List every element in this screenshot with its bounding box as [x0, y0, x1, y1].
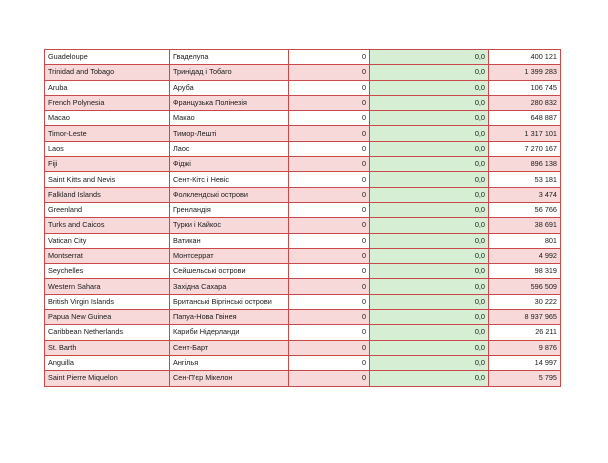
- cell-rate: 0,0: [370, 248, 489, 263]
- cell-population: 896 138: [489, 157, 561, 172]
- table-row: [45, 248, 561, 263]
- cell-country-uk: Лаос: [170, 141, 289, 156]
- cell-count: 0: [289, 141, 370, 156]
- cell-population: 3 474: [489, 187, 561, 202]
- table-row: [45, 355, 561, 370]
- cell-count: 0: [289, 50, 370, 65]
- cell-count: 0: [289, 294, 370, 309]
- cell-count: 0: [289, 95, 370, 110]
- cell-rate: 0,0: [370, 50, 489, 65]
- cell-population: 14 997: [489, 355, 561, 370]
- cell-count: 0: [289, 80, 370, 95]
- cell-population: 4 992: [489, 248, 561, 263]
- cell-country-uk: Макао: [170, 111, 289, 126]
- cell-country-uk: Британські Віргінські острови: [170, 294, 289, 309]
- cell-count: 0: [289, 340, 370, 355]
- cell-rate: 0,0: [370, 141, 489, 156]
- table-row: [45, 172, 561, 187]
- cell-rate: 0,0: [370, 65, 489, 80]
- cell-population: 596 509: [489, 279, 561, 294]
- cell-country-uk: Монтсеррат: [170, 248, 289, 263]
- cell-population: 1 317 101: [489, 126, 561, 141]
- table-row: [45, 95, 561, 110]
- cell-country-uk: Тринідад і Тобаго: [170, 65, 289, 80]
- cell-rate: 0,0: [370, 172, 489, 187]
- cell-population: 400 121: [489, 50, 561, 65]
- cell-count: 0: [289, 325, 370, 340]
- cell-rate: 0,0: [370, 233, 489, 248]
- table-row: [45, 141, 561, 156]
- cell-country-en: Anguilla: [45, 355, 170, 370]
- table-row: [45, 310, 561, 325]
- cell-population: 53 181: [489, 172, 561, 187]
- cell-count: 0: [289, 157, 370, 172]
- cell-rate: 0,0: [370, 202, 489, 217]
- cell-population: 38 691: [489, 218, 561, 233]
- cell-rate: 0,0: [370, 294, 489, 309]
- cell-country-en: Timor-Leste: [45, 126, 170, 141]
- cell-country-en: Vatican City: [45, 233, 170, 248]
- table-row: [45, 218, 561, 233]
- cell-rate: 0,0: [370, 218, 489, 233]
- cell-rate: 0,0: [370, 325, 489, 340]
- cell-population: 98 319: [489, 264, 561, 279]
- cell-country-en: Caribbean Netherlands: [45, 325, 170, 340]
- cell-country-en: Papua New Guinea: [45, 310, 170, 325]
- cell-country-en: Aruba: [45, 80, 170, 95]
- cell-country-en: St. Barth: [45, 340, 170, 355]
- table-row: [45, 233, 561, 248]
- cell-rate: 0,0: [370, 187, 489, 202]
- cell-country-uk: Французька Полінезія: [170, 95, 289, 110]
- cell-country-en: Saint Pierre Miquelon: [45, 371, 170, 386]
- cell-count: 0: [289, 310, 370, 325]
- cell-count: 0: [289, 355, 370, 370]
- cell-count: 0: [289, 218, 370, 233]
- table-row: [45, 80, 561, 95]
- cell-rate: 0,0: [370, 111, 489, 126]
- cell-count: 0: [289, 202, 370, 217]
- cell-country-uk: Тимор-Лешті: [170, 126, 289, 141]
- cell-country-en: Turks and Caicos: [45, 218, 170, 233]
- table-row: [45, 340, 561, 355]
- cell-country-en: Falkland Islands: [45, 187, 170, 202]
- cell-rate: 0,0: [370, 340, 489, 355]
- cell-country-uk: Папуа-Нова Гвінея: [170, 310, 289, 325]
- table-row: [45, 187, 561, 202]
- cell-country-uk: Аруба: [170, 80, 289, 95]
- cell-rate: 0,0: [370, 80, 489, 95]
- cell-country-en: Macao: [45, 111, 170, 126]
- table-row: [45, 202, 561, 217]
- table-row: [45, 157, 561, 172]
- table-row: [45, 111, 561, 126]
- cell-count: 0: [289, 65, 370, 80]
- cell-country-uk: Сен-П'єр Мікелон: [170, 371, 289, 386]
- cell-country-en: Guadeloupe: [45, 50, 170, 65]
- cell-country-en: Saint Kitts and Nevis: [45, 172, 170, 187]
- cell-country-uk: Сент-Барт: [170, 340, 289, 355]
- cell-country-uk: Ватикан: [170, 233, 289, 248]
- table-row: [45, 279, 561, 294]
- cell-count: 0: [289, 233, 370, 248]
- cell-rate: 0,0: [370, 126, 489, 141]
- table-row: [45, 294, 561, 309]
- cell-rate: 0,0: [370, 95, 489, 110]
- cell-rate: 0,0: [370, 157, 489, 172]
- cell-country-uk: Фіджі: [170, 157, 289, 172]
- cell-population: 1 399 283: [489, 65, 561, 80]
- cell-country-uk: Турки і Кайкос: [170, 218, 289, 233]
- cell-country-uk: Кариби Нідерланди: [170, 325, 289, 340]
- cell-population: 30 222: [489, 294, 561, 309]
- cell-country-en: French Polynesia: [45, 95, 170, 110]
- cell-country-en: Laos: [45, 141, 170, 156]
- table-body: [45, 50, 561, 387]
- cell-population: 801: [489, 233, 561, 248]
- table-row: [45, 371, 561, 386]
- cell-count: 0: [289, 187, 370, 202]
- cell-population: 56 766: [489, 202, 561, 217]
- cell-count: 0: [289, 111, 370, 126]
- cell-population: 280 832: [489, 95, 561, 110]
- cell-count: 0: [289, 264, 370, 279]
- cell-count: 0: [289, 126, 370, 141]
- cell-country-uk: Ангілья: [170, 355, 289, 370]
- cell-country-en: Montserrat: [45, 248, 170, 263]
- cell-country-en: Trinidad and Tobago: [45, 65, 170, 80]
- cell-population: 106 745: [489, 80, 561, 95]
- cell-rate: 0,0: [370, 279, 489, 294]
- cell-country-uk: Сейшельські острови: [170, 264, 289, 279]
- cell-count: 0: [289, 248, 370, 263]
- cell-count: 0: [289, 371, 370, 386]
- cell-rate: 0,0: [370, 371, 489, 386]
- cell-population: 5 795: [489, 371, 561, 386]
- table-row: [45, 126, 561, 141]
- table-row: [45, 325, 561, 340]
- cell-country-uk: Гренландія: [170, 202, 289, 217]
- cell-country-uk: Західна Сахара: [170, 279, 289, 294]
- country-table: [44, 49, 561, 387]
- cell-population: 9 876: [489, 340, 561, 355]
- cell-country-en: Western Sahara: [45, 279, 170, 294]
- cell-count: 0: [289, 279, 370, 294]
- cell-country-uk: Сент-Кітс і Невіс: [170, 172, 289, 187]
- cell-population: 26 211: [489, 325, 561, 340]
- cell-rate: 0,0: [370, 264, 489, 279]
- cell-country-en: Fiji: [45, 157, 170, 172]
- table-row: [45, 65, 561, 80]
- cell-count: 0: [289, 172, 370, 187]
- cell-population: 7 270 167: [489, 141, 561, 156]
- cell-country-en: Seychelles: [45, 264, 170, 279]
- cell-country-en: British Virgin Islands: [45, 294, 170, 309]
- cell-population: 648 887: [489, 111, 561, 126]
- cell-country-uk: Гваделупа: [170, 50, 289, 65]
- cell-country-uk: Фолклендські острови: [170, 187, 289, 202]
- cell-country-en: Greenland: [45, 202, 170, 217]
- cell-population: 8 937 965: [489, 310, 561, 325]
- table-row: [45, 264, 561, 279]
- table-row: [45, 50, 561, 65]
- cell-rate: 0,0: [370, 355, 489, 370]
- cell-rate: 0,0: [370, 310, 489, 325]
